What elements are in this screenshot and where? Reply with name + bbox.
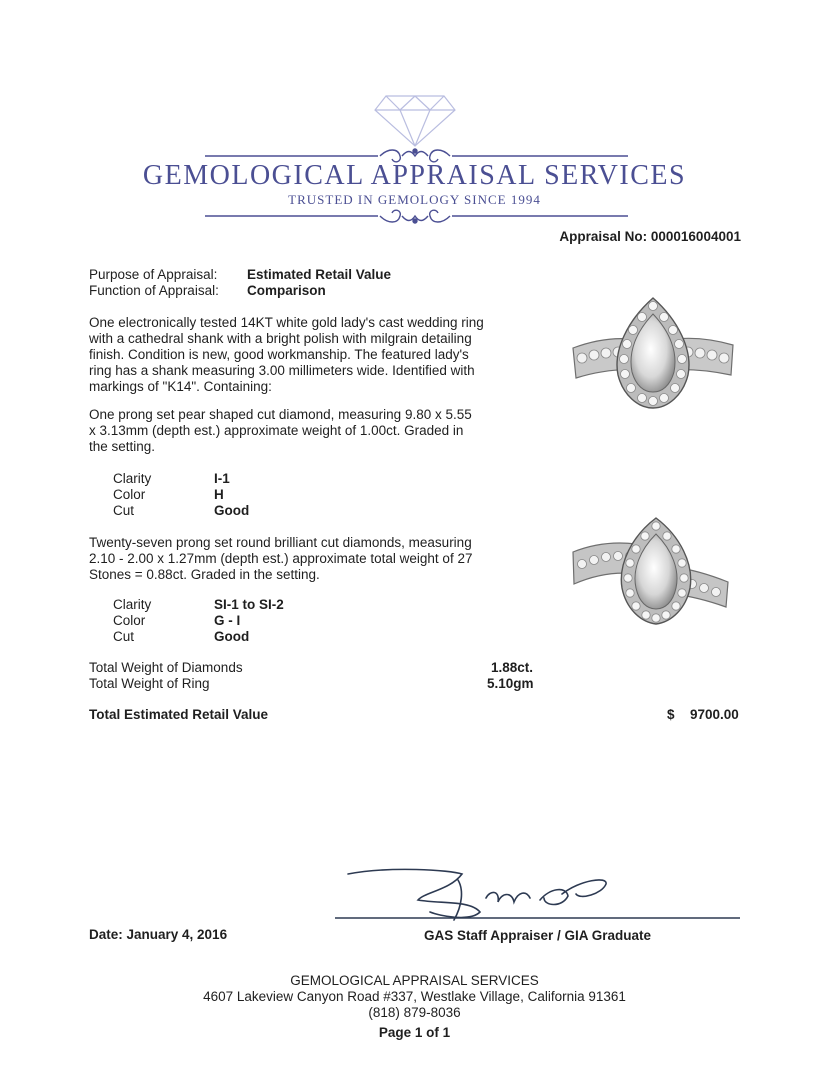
total-diamonds-label: Total Weight of Diamonds [89, 660, 243, 675]
purpose-value: Estimated Retail Value [247, 267, 392, 282]
description-line: markings of "K14". Containing: [89, 379, 272, 394]
side-cut-value: Good [214, 629, 250, 644]
side-cut-label: Cut [113, 629, 135, 644]
side-stones-line: Twenty-seven prong set round brilliant cut diamonds, measuring [89, 535, 472, 550]
footer-address: 4607 Lakeview Canyon Road #337, Westlake Village, California 91361 [203, 989, 626, 1004]
company-name: GEMOLOGICAL APPRAISAL SERVICES [142, 160, 687, 191]
retail-value: 9700.00 [690, 707, 739, 722]
appraisal-date: Date: January 4, 2016 [89, 927, 228, 942]
total-ring-label: Total Weight of Ring [89, 676, 210, 691]
center-stone-line: the setting. [89, 439, 156, 454]
page-number: Page 1 of 1 [378, 1025, 451, 1040]
side-stones-line: Stones = 0.88ct. Graded in the setting. [89, 567, 320, 582]
side-stones-description [89, 535, 472, 583]
center-cut-value: Good [214, 503, 250, 518]
total-retail-label: Total Estimated Retail Value [89, 707, 269, 722]
description-line: ring has a shank measuring 3.00 millimeters wide. Identified with [89, 363, 475, 378]
ring-photo-angle [568, 512, 738, 637]
side-color-value: G - I [214, 613, 241, 628]
function-value: Comparison [247, 283, 326, 298]
side-stones-line: 2.10 - 2.00 x 1.27mm (depth est.) approximate total weight of 27 [89, 551, 473, 566]
function-label: Function of Appraisal: [89, 283, 219, 298]
diamond-icon [375, 96, 455, 146]
side-clarity-label: Clarity [113, 597, 152, 612]
company-tagline: TRUSTED IN GEMOLOGY SINCE 1994 [288, 192, 541, 207]
center-color-label: Color [113, 487, 146, 502]
appraisal-number: Appraisal No: 000016004001 [559, 229, 741, 244]
side-color-label: Color [113, 613, 146, 628]
center-stone-line: x 3.13mm (depth est.) approximate weight of 1.00ct. Graded in [89, 423, 464, 438]
description-line: One electronically tested 14KT white gold lady's cast wedding ring [89, 315, 484, 330]
center-color-value: H [214, 487, 224, 502]
total-ring-value: 5.10gm [487, 676, 534, 691]
appraiser-signature [330, 860, 750, 935]
purpose-label: Purpose of Appraisal: [89, 267, 218, 282]
center-stone-line: One prong set pear shaped cut diamond, measuring 9.80 x 5.55 [89, 407, 472, 422]
center-cut-label: Cut [113, 503, 135, 518]
footer-company: GEMOLOGICAL APPRAISAL SERVICES [290, 973, 539, 988]
center-stone-description [89, 407, 472, 455]
description-line: with a cathedral shank with a bright polish with milgrain detailing [89, 331, 472, 346]
center-clarity-label: Clarity [113, 471, 152, 486]
bottom-rule [205, 210, 628, 223]
footer-phone: (818) 879-8036 [368, 1005, 461, 1020]
side-clarity-value: SI-1 to SI-2 [214, 597, 284, 612]
total-diamonds-value: 1.88ct. [491, 660, 534, 675]
appraiser-title: GAS Staff Appraiser / GIA Graduate [424, 928, 652, 943]
ring-photo-top [568, 290, 738, 420]
description-line: finish. Condition is new, good workmanship. The featured lady's [89, 347, 469, 362]
center-clarity-value: I-1 [214, 471, 230, 486]
retail-currency: $ [667, 707, 675, 722]
ring-description [89, 315, 484, 395]
